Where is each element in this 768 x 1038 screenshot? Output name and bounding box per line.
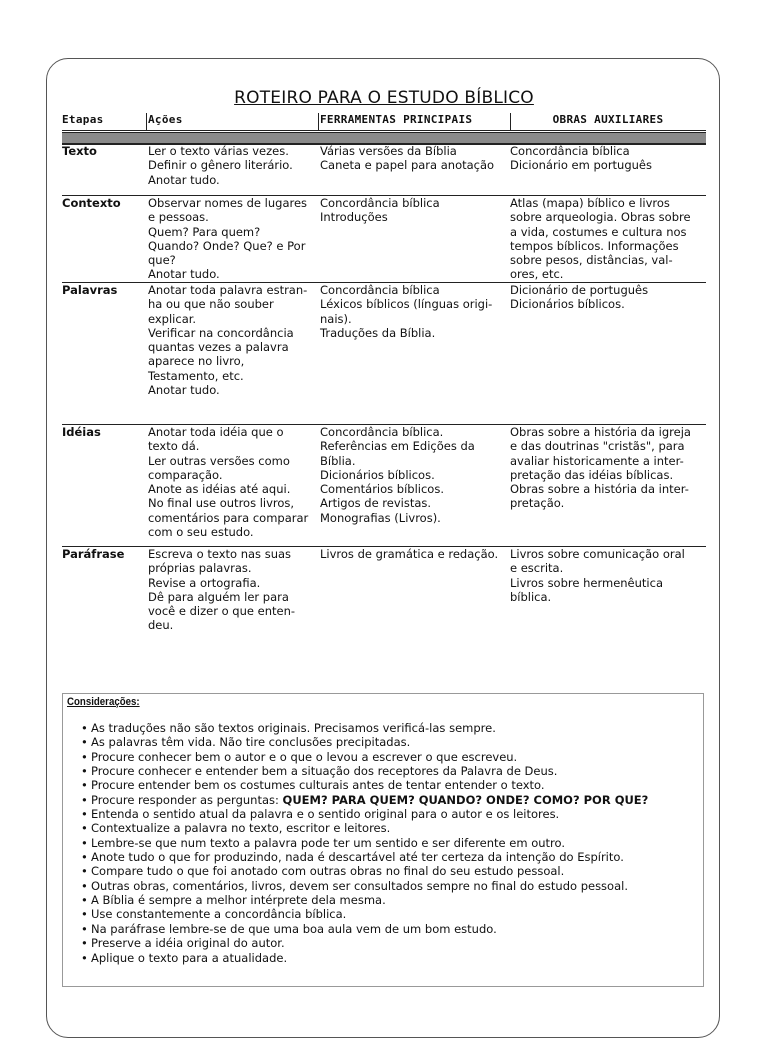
column-header-obras: OBRAS AUXILIARES xyxy=(552,113,664,126)
obras-cell: Livros sobre comunicação oral e escrita. Livros sobre hermenêutica bíblica. xyxy=(510,547,685,604)
page-title: ROTEIRO PARA O ESTUDO BÍBLICO xyxy=(234,88,534,108)
table-row xyxy=(62,282,706,398)
column-header-ferramentas: FERRAMENTAS PRINCIPAIS xyxy=(320,113,473,126)
etapa-cell: Palavras xyxy=(62,283,118,297)
header-rule xyxy=(62,130,706,131)
list-item: • Anote tudo o que for produzindo, nada é descartável até ter certeza da intenção do Espírito. xyxy=(91,850,648,864)
table-row xyxy=(62,143,706,187)
list-item: • Compare tudo o que foi anotado com outras obras no final do seu estudo pessoal. xyxy=(91,864,648,878)
table-row xyxy=(62,546,706,633)
list-item: • Procure conhecer e entender bem a situação dos receptores da Palavra de Deus. xyxy=(91,764,648,778)
etapa-cell: Paráfrase xyxy=(62,547,125,561)
table-row xyxy=(62,424,706,540)
etapa-cell: Contexto xyxy=(62,196,121,210)
list-item: • Procure conhecer bem o autor e o que o levou a escrever o que escreveu. xyxy=(91,750,648,764)
acoes-cell: Anotar toda palavra estran- ha ou que não souber explicar. Verificar na concordância quantas vezes a palavra aparece no livro, Testamento, etc. Anotar tudo. xyxy=(148,283,308,398)
obras-cell: Concordância bíblica Dicionário em português xyxy=(510,144,653,173)
list-item: • Lembre-se que num texto a palavra pode ter um sentido e ser diferente em outro. xyxy=(91,836,648,850)
ferramentas-cell: Concordância bíblica Léxicos bíblicos (línguas origi- nais). Traduções da Bíblia. xyxy=(320,283,493,340)
acoes-cell: Observar nomes de lugares e pessoas. Quem? Para quem? Quando? Onde? Que? e Por que? Anotar tudo. xyxy=(148,196,308,282)
column-separator xyxy=(146,113,147,131)
list-item: • Use constantemente a concordância bíblica. xyxy=(91,907,648,921)
obras-cell: Atlas (mapa) bíblico e livros sobre arqueologia. Obras sobre a vida, costumes e cultura nos tempos bíblicos. Informações sobre pesos, distâncias, val- ores, etc. xyxy=(510,196,691,282)
etapa-cell: Idéias xyxy=(62,425,101,439)
column-separator xyxy=(318,113,319,131)
etapa-cell: Texto xyxy=(62,144,97,158)
list-item: • Preserve a idéia original do autor. xyxy=(91,936,648,950)
list-item: • As palavras têm vida. Não tire conclusões precipitadas. xyxy=(91,735,648,749)
ferramentas-cell: Livros de gramática e redação. xyxy=(320,547,499,561)
ferramentas-cell: Várias versões da Bíblia Caneta e papel para anotação xyxy=(320,144,495,173)
list-item: • A Bíblia é sempre a melhor intérprete dela mesma. xyxy=(91,893,648,907)
acoes-cell: Ler o texto várias vezes. Definir o gênero literário. Anotar tudo. xyxy=(148,144,293,187)
list-item-text: Procure responder as perguntas: xyxy=(91,792,283,807)
list-item: • Na paráfrase lembre-se de que uma boa aula vem de um bom estudo. xyxy=(91,922,648,936)
list-item-bold-text: QUEM? PARA QUEM? QUANDO? ONDE? COMO? POR QUE? xyxy=(282,792,649,807)
obras-cell: Obras sobre a história da igreja e das doutrinas "cristãs", para avaliar historicamente a inter- pretação das idéias bíblicas. Obras sobre a história da inter- pretação. xyxy=(510,425,691,511)
consideracoes-list xyxy=(63,721,648,965)
column-header-acoes: Ações xyxy=(148,113,183,126)
list-item: • Entenda o sentido atual da palavra e o sentido original para o autor e os leitores. xyxy=(91,807,648,821)
consideracoes-title: Considerações: xyxy=(67,696,140,708)
obras-cell: Dicionário de português Dicionários bíblicos. xyxy=(510,283,649,312)
list-item: • Aplique o texto para a atualidade. xyxy=(91,951,648,965)
list-item: • As traduções não são textos originais. Precisamos verificá-las sempre. xyxy=(91,721,648,735)
list-item: • Outras obras, comentários, livros, devem ser consultados sempre no final do estudo pessoal. xyxy=(91,879,648,893)
acoes-cell: Anotar toda idéia que o texto dá. Ler outras versões como comparação. Anote as idéias até aqui. No final use outros livros, comentários para comparar com o seu estudo. xyxy=(148,425,309,540)
column-header-etapas: Etapas xyxy=(62,113,104,126)
acoes-cell: Escreva o texto nas suas próprias palavras. Revise a ortografia. Dê para alguém ler para você e dizer o que enten- deu. xyxy=(148,547,296,633)
list-item: • Procure entender bem os costumes culturais antes de tentar entender o texto. xyxy=(91,778,648,792)
list-item xyxy=(91,793,648,807)
ferramentas-cell: Concordância bíblica. Referências em Edições da Bíblia. Dicionários bíblicos. Comentários bíblicos. Artigos de revistas. Monografias (Livros). xyxy=(320,425,475,525)
ferramentas-cell: Concordância bíblica Introduções xyxy=(320,196,440,225)
consideracoes-box xyxy=(62,693,704,987)
list-item: • Contextualize a palavra no texto, escritor e leitores. xyxy=(91,821,648,835)
table-row xyxy=(62,195,706,282)
